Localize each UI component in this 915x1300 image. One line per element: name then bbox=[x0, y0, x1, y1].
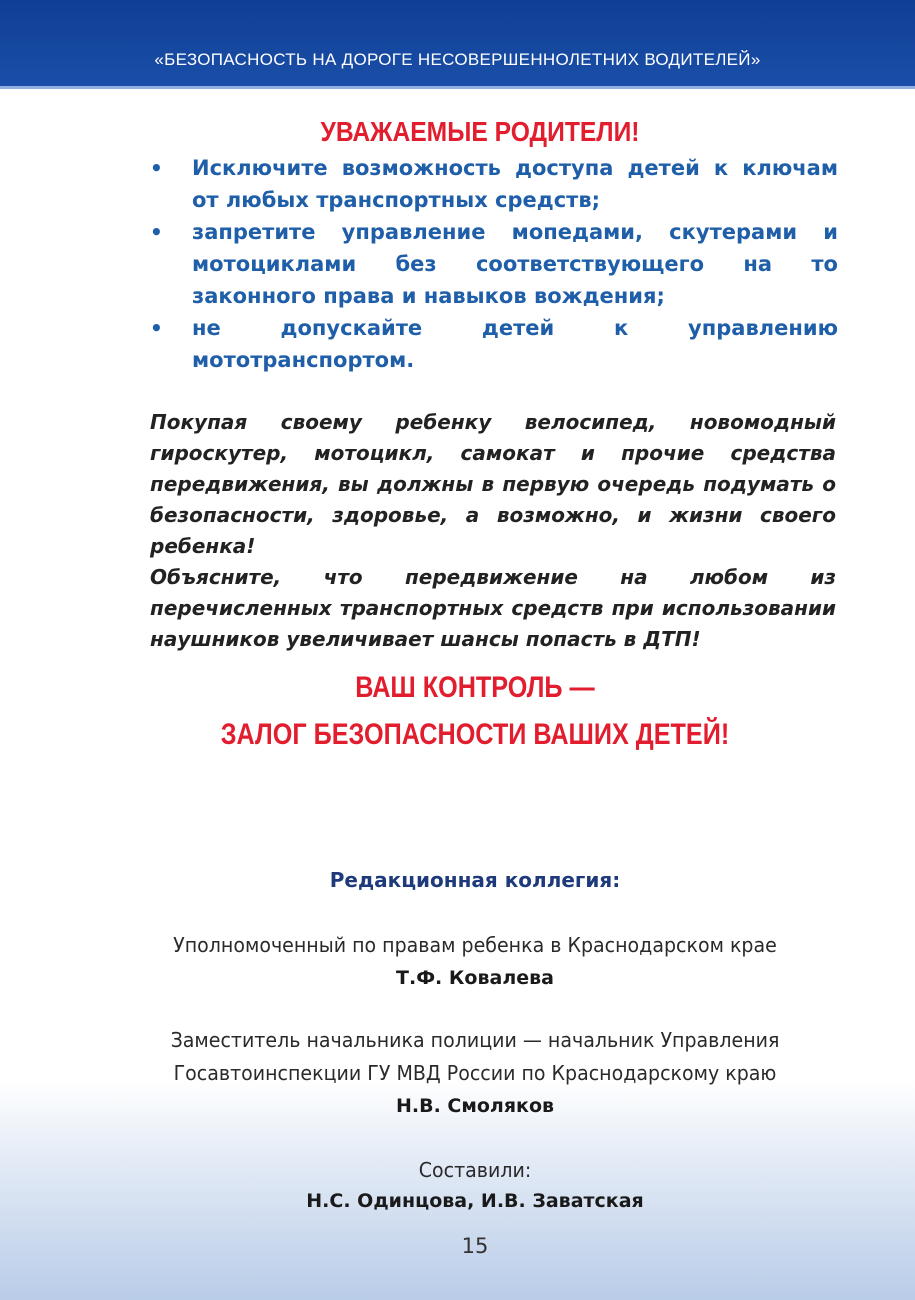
header-divider bbox=[0, 86, 915, 89]
police-official-name: Н.В. Смоляков bbox=[395, 1095, 555, 1117]
parents-rules-list bbox=[150, 152, 838, 376]
list-item-text: запретите управление мопедами, скутерами и мотоциклами без соответствующего на то законного права и навыков вождения; bbox=[192, 220, 838, 308]
list-item bbox=[150, 216, 838, 312]
bullet-icon: • bbox=[150, 156, 163, 180]
compiled-by-label: Составили: bbox=[418, 1158, 532, 1182]
parents-heading: УВАЖАЕМЫЕ РОДИТЕЛИ! bbox=[320, 116, 640, 147]
editorial-board-heading: Редакционная коллегия: bbox=[329, 868, 621, 892]
slogan-line-1: ВАШ КОНТРОЛЬ — bbox=[355, 671, 595, 704]
advice-text bbox=[150, 407, 836, 655]
ombudsman-role: Уполномоченный по правам ребенка в Краснодарском крае bbox=[173, 933, 777, 957]
police-role-line-1: Заместитель начальника полиции — начальник Управления bbox=[170, 1028, 780, 1052]
running-header-title: «БЕЗОПАСНОСТЬ НА ДОРОГЕ НЕСОВЕРШЕННОЛЕТНИХ ВОДИТЕЛЕЙ» bbox=[154, 50, 761, 69]
page-number: 15 bbox=[461, 1234, 489, 1258]
police-role-line-2: Госавтоинспекции ГУ МВД России по Краснодарскому краю bbox=[173, 1061, 777, 1085]
advice-paragraph-1: Покупая своему ребенку велосипед, новомодный гироскутер, мотоцикл, самокат и прочие средства передвижения, вы должны в первую очередь подумать о безопасности, здоровье, а возможно, и жизни своего ребенка! bbox=[150, 410, 836, 558]
control-slogan bbox=[76, 664, 874, 758]
advice-paragraph-2: Объясните, что передвижение на любом из перечисленных транспортных средств при использовании наушников увеличивает шансы попасть в ДТП! bbox=[150, 565, 836, 651]
header-band bbox=[0, 0, 915, 86]
list-item bbox=[150, 152, 838, 216]
ombudsman-name: Т.Ф. Ковалева bbox=[396, 967, 554, 989]
bullet-icon: • bbox=[150, 220, 163, 244]
list-item-text: Исключите возможность доступа детей к ключам от любых транспортных средств; bbox=[192, 156, 838, 212]
bullet-icon: • bbox=[150, 316, 163, 340]
list-item-text: не допускайте детей к управлению мототранспортом. bbox=[192, 316, 838, 372]
slogan-line-2: ЗАЛОГ БЕЗОПАСНОСТИ ВАШИХ ДЕТЕЙ! bbox=[220, 718, 730, 751]
compilers-names: Н.С. Одинцова, И.В. Заватская bbox=[306, 1190, 644, 1212]
list-item bbox=[150, 312, 838, 376]
